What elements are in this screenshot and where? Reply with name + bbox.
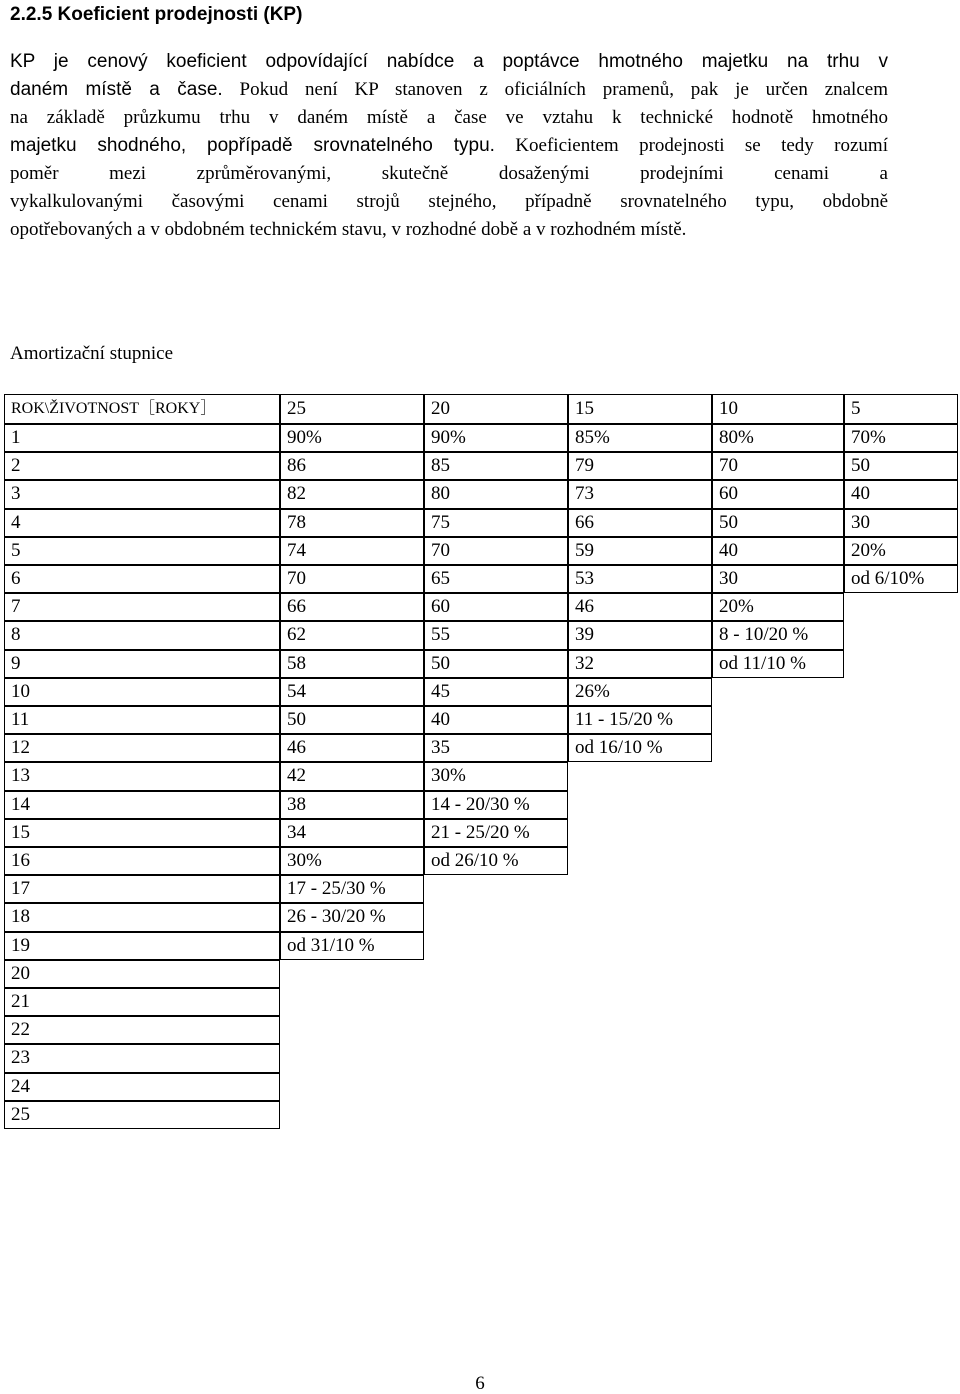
table-cell: 19 bbox=[4, 932, 280, 960]
table-cell: 80 bbox=[424, 480, 568, 508]
table-cell: 82 bbox=[280, 480, 424, 508]
table-cell: 5 bbox=[844, 394, 958, 424]
table-cell: 40 bbox=[844, 480, 958, 508]
table-cell: 66 bbox=[568, 509, 712, 537]
table-cell: 18 bbox=[4, 903, 280, 931]
paragraph-fragment: majetku shodného, popřípadě srovnatelného typu. bbox=[10, 135, 495, 156]
table-cell: 42 bbox=[280, 762, 424, 790]
paragraph-line: poměr mezi zprůměrovanými, skutečně dosaženými prodejními cenami a bbox=[10, 163, 888, 184]
table-cell: 14 bbox=[4, 791, 280, 819]
table-cell: 15 bbox=[4, 819, 280, 847]
table-cell: 74 bbox=[280, 537, 424, 565]
table-cell: 90% bbox=[424, 424, 568, 452]
table-cell: 9 bbox=[4, 650, 280, 678]
table-cell: 40 bbox=[712, 537, 844, 565]
table-cell: 86 bbox=[280, 452, 424, 480]
table-cell: 78 bbox=[280, 509, 424, 537]
table-cell: 45 bbox=[424, 678, 568, 706]
table-cell: 22 bbox=[4, 1016, 280, 1044]
table-cell: 25 bbox=[4, 1101, 280, 1129]
paragraph-line: KP je cenový koeficient odpovídající nabídce a poptávce hmotného majetku na trhu v bbox=[10, 51, 888, 72]
table-cell: 66 bbox=[280, 593, 424, 621]
table-cell: 8 bbox=[4, 621, 280, 649]
table-cell: 25 bbox=[280, 394, 424, 424]
table-cell: od 6/10% bbox=[844, 565, 958, 593]
table-cell: 73 bbox=[568, 480, 712, 508]
table-cell: 79 bbox=[568, 452, 712, 480]
table-cell: od 11/10 % bbox=[712, 650, 844, 678]
table-cell: 16 bbox=[4, 847, 280, 875]
table-cell: 39 bbox=[568, 621, 712, 649]
table-cell: 65 bbox=[424, 565, 568, 593]
table-cell: 62 bbox=[280, 621, 424, 649]
table-cell: 11 bbox=[4, 706, 280, 734]
table-cell: 4 bbox=[4, 509, 280, 537]
table-cell: 21 - 25/20 % bbox=[424, 819, 568, 847]
table-cell: 21 bbox=[4, 988, 280, 1016]
table-cell: 32 bbox=[568, 650, 712, 678]
table-cell: 10 bbox=[4, 678, 280, 706]
table-cell: 17 - 25/30 % bbox=[280, 875, 424, 903]
table-cell: 6 bbox=[4, 565, 280, 593]
table-cell: 46 bbox=[568, 593, 712, 621]
table-cell: 55 bbox=[424, 621, 568, 649]
paragraph-line: opotřebovaných a v obdobném technickém stavu, v rozhodné době a v rozhodném místě. bbox=[10, 219, 687, 240]
paragraph-fragment: daném místě a čase. bbox=[10, 79, 223, 100]
table-cell: 70 bbox=[712, 452, 844, 480]
table-cell: 85 bbox=[424, 452, 568, 480]
table-cell: 70 bbox=[280, 565, 424, 593]
table-cell: 85% bbox=[568, 424, 712, 452]
table-cell: 46 bbox=[280, 734, 424, 762]
table-cell: 3 bbox=[4, 480, 280, 508]
table-cell: 13 bbox=[4, 762, 280, 790]
table-cell: 50 bbox=[712, 509, 844, 537]
table-cell: 30% bbox=[424, 762, 568, 790]
table-cell: 30 bbox=[844, 509, 958, 537]
table-cell: 35 bbox=[424, 734, 568, 762]
table-cell: 24 bbox=[4, 1073, 280, 1101]
table-cell: 40 bbox=[424, 706, 568, 734]
table-cell: 10 bbox=[712, 394, 844, 424]
table-cell: 8 - 10/20 % bbox=[712, 621, 844, 649]
table-cell: 26% bbox=[568, 678, 712, 706]
table-cell: 30% bbox=[280, 847, 424, 875]
table-cell: 26 - 30/20 % bbox=[280, 903, 424, 931]
table-cell: 12 bbox=[4, 734, 280, 762]
table-cell: 1 bbox=[4, 424, 280, 452]
section-heading: 2.2.5 Koeficient prodejnosti (KP) bbox=[10, 4, 303, 25]
table-cell: 80% bbox=[712, 424, 844, 452]
table-cell: 50 bbox=[280, 706, 424, 734]
table-cell: 70% bbox=[844, 424, 958, 452]
table-cell: 20% bbox=[844, 537, 958, 565]
table-cell: od 26/10 % bbox=[424, 847, 568, 875]
table-cell: 15 bbox=[568, 394, 712, 424]
paragraph-fragment: Koeficientem prodejnosti se tedy rozumí bbox=[494, 135, 888, 156]
table-cell: 20% bbox=[712, 593, 844, 621]
table-cell: 90% bbox=[280, 424, 424, 452]
table-cell: 75 bbox=[424, 509, 568, 537]
table-cell: 11 - 15/20 % bbox=[568, 706, 712, 734]
paragraph-line: vykalkulovanými časovými cenami strojů stejného, případně srovnatelného typu, obdobně bbox=[10, 191, 888, 212]
table-cell: 2 bbox=[4, 452, 280, 480]
page-number: 6 bbox=[475, 1373, 485, 1394]
table-cell: 59 bbox=[568, 537, 712, 565]
table-cell: 54 bbox=[280, 678, 424, 706]
table-cell: 20 bbox=[424, 394, 568, 424]
table-cell: 17 bbox=[4, 875, 280, 903]
table-cell: 30 bbox=[712, 565, 844, 593]
table-cell: 23 bbox=[4, 1044, 280, 1072]
table-cell: 14 - 20/30 % bbox=[424, 791, 568, 819]
table-title: Amortizační stupnice bbox=[10, 343, 174, 364]
table-cell: 20 bbox=[4, 960, 280, 988]
table-cell: 70 bbox=[424, 537, 568, 565]
table-cell: 50 bbox=[424, 650, 568, 678]
table-cell: 7 bbox=[4, 593, 280, 621]
table-cell: 58 bbox=[280, 650, 424, 678]
table-cell: 53 bbox=[568, 565, 712, 593]
table-cell: 50 bbox=[844, 452, 958, 480]
table-cell: od 31/10 % bbox=[280, 932, 424, 960]
table-cell: 34 bbox=[280, 819, 424, 847]
table-cell: 38 bbox=[280, 791, 424, 819]
paragraph-fragment: Pokud není KP stanoven z oficiálních pramenů, pak je určen znalcem bbox=[222, 79, 888, 100]
table-cell: 5 bbox=[4, 537, 280, 565]
table-cell: 60 bbox=[424, 593, 568, 621]
paragraph-line: na základě průzkumu trhu v daném místě a čase ve vztahu k technické hodnotě hmotného bbox=[10, 107, 888, 128]
table-cell: 60 bbox=[712, 480, 844, 508]
table-cell: od 16/10 % bbox=[568, 734, 712, 762]
table-header-cell: ROK\ŽIVOTNOST［ROKY］ bbox=[4, 394, 280, 424]
